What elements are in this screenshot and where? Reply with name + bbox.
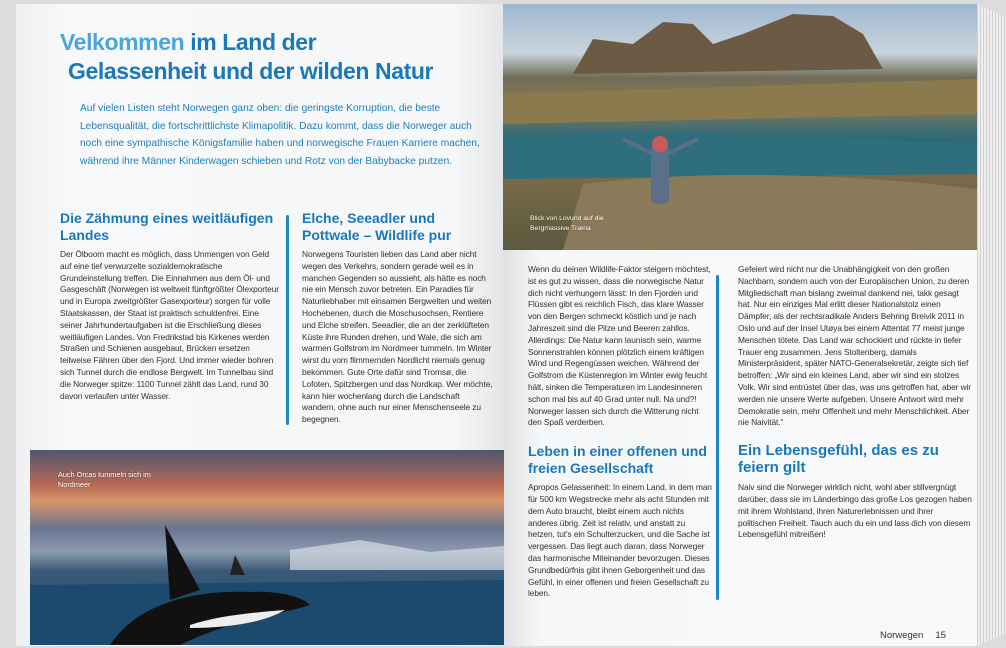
orca-photo: [30, 450, 504, 645]
column-3: [528, 264, 712, 600]
section-heading: Die Zähmung eines weitläufigen Landes: [60, 210, 274, 243]
intro-text: Auf vielen Listen steht Norwegen ganz oben: die geringste Korruption, die beste Lebensqualität, die fortschrittlichste Klimapolitik. Dazu kommt, dass die Norweger auch noch eine sympathische Königsfamilie haben und norwegische Frauen Karriere machen, während ihre Männer Kinderwagen schieben und Rotz von der Babybacke putzen.: [80, 103, 480, 167]
section-heading: Elche, Seeadler und Pottwale – Wildlife pur: [302, 210, 452, 243]
title-line2: Gelassenheit und der wilden Natur: [68, 58, 434, 84]
section-text: Apropos Gelassenheit: In einem Land, in dem man für 500 km Wegstrecke mehr als acht Stunden mit dem Auto braucht, bleibt einem auch nichts anderes übrig. Zeit ist relativ, und anstatt zu hetzen, tut's ein Schulterzucken, und die Sache ist vergessen. Das liegt auch daran, dass Norweger das harmonische Miteinander bevorzugen. Dieses Grundbedürfnis gibt ihnen Geborgenheit und das Gefühl, in einer offenen und freien Gesellschaft zu leben.: [528, 482, 712, 599]
section-text: Wenn du deinen Wildlife-Faktor steigern möchtest, ist es gut zu wissen, dass die norwegische Natur dich nicht verhungern lässt: In den Fjorden und Flüssen gibt es reichlich Fisch, das klare Wasser von den Bergen schmeckt köstlich und je nach Jahreszeit sind die Pilze und Beeren zahllos. Allerdings: Die Natur kann launisch sein, warme Sonnenstrahlen können plötzlich einem kräftigen Wind und Regengüssen weichen. Während der Golfstrom die Küstenregion im Winter ewig feucht hält, sinken die Temperaturen im Landesinneren schon mal bis auf 40 Grad unter null. Na und?! Norweger lassen sich durch die Witterung nicht den Spaß verderben.: [528, 264, 711, 428]
fjord-photo: [503, 4, 977, 250]
section-heading: Ein Lebensgefühl, das es zu feiern gilt: [738, 442, 939, 476]
photo-caption: Auch Orcas tummeln sich im Nordmeer: [58, 470, 151, 489]
page-title: [60, 28, 496, 86]
page-footer: [880, 630, 946, 641]
column-2: [302, 210, 494, 426]
column-divider: [286, 215, 289, 425]
section-text: Gefeiert wird nicht nur die Unabhängigkeit von den großen Nachbarn, sondern auch von der Europäischen Union, zu deren Mitgliedschaft man bislang zweimal dankend nei, takk gesagt hat. Nur ein einziges Mal erlitt dieser Nationalstolz einen Dämpfer, als der rechtsradikale Anders Behring Breivik 2011 in Oslo und auf der Insel Utøya bei einem Attentat 77 meist junge Menschen tötete. Das Land war schockiert und rückte in tiefer Trauer eng zusammen. Jens Stoltenberg, damals Ministerpräsident, später NATO-Generalsekretär, zeigte sich tief betroffen: „Wir sind ein kleines Land, aber wir sind ein stolzes Volk. Wir sind entrüstet über das, was uns getroffen hat, aber wir werden nie unsere Werte aufgeben. Unsere Antwort wird mehr Demokratie sein, mehr Offenheit und mehr Menschlichkeit. Aber nie Naivität.“: [738, 264, 971, 428]
page-number: 15: [935, 630, 946, 641]
column-4: [738, 264, 972, 541]
title-line1: im Land der: [184, 29, 317, 55]
section-heading: Leben in einer offenen und freien Gesellschaft: [528, 443, 707, 476]
page-edges: [977, 4, 1006, 646]
section-text: Norwegens Touristen lieben das Land aber nicht wegen des Verkehrs, sondern gerade weil es in manchen Gegenden so aussieht, als hätte es noch nie ein Mensch zuvor betreten. Ein Paradies für Naturliebhaber mit einsamen Bergwelten und weiten Hochebenen, durch die Moschusochsen, Rentiere und Elche streifen. Seeadler, die an der zerklüfteten Küste ihre Runden drehen, und Wale, die sich am warmen Golfstrom im Nordmeer tummeln. Im Winter wirst du vom flimmernden Nordlicht niemals genug bekommen. Gute Orte dafür sind Tromsø, die Lofoten, Spitzbergen und das Nordkap. Wer möchte, kann hier wochenlang durch die Landschaft wandern, ohne auch nur einer Menschenseele zu begegnen.: [302, 249, 493, 425]
running-footer: Norwegen: [880, 630, 924, 641]
column-divider: [716, 275, 719, 600]
section-text: Der Ölboom macht es möglich, dass Unmengen von Geld auf eine tief verwurzelte sozialdemokratische Grundeinstellung treffen. Die Einnahmen aus dem Öl- und Gasgeschäft (Norwegen ist weltweit fünftgrößter Ölexporteur und in Europa zweitgrößter Gasexporteur) sorgen für volle Staatskassen, der Staat ist praktisch schuldenfrei. Eine seiner Jahrhundertaufgaben ist die Erschließung dieses weitläufigen Landes. Von Fredrikstad bis Kirkenes werden Straßen und Schienen ausgebaut, Brücken ersetzen teilweise Fähren über den Fjord. Und immer wieder bohren sich Tunnel durch die endlose Bergwelt. Im Tunnelbau sind die Norweger spitze: 1100 Tunnel zählt das Land, rund 30 davon verlaufen unter Wasser.: [60, 249, 279, 401]
title-highlight: Velkommen: [60, 29, 185, 55]
photo-caption: Blick von Lovund auf die Bergmassive Træna: [530, 215, 604, 232]
column-1: [60, 210, 282, 402]
section-text: Naiv sind die Norweger wirklich nicht, wohl aber stillvergnügt darüber, dass sie im Länderbingo das große Los gezogen haben mit ihrem Wohlstand, ihren Naturerlebnissen und ihrer politischen Freiheit. Tauch auch du ein und lass dich von diesem Lebensgefühl mitreißen!: [738, 482, 972, 540]
